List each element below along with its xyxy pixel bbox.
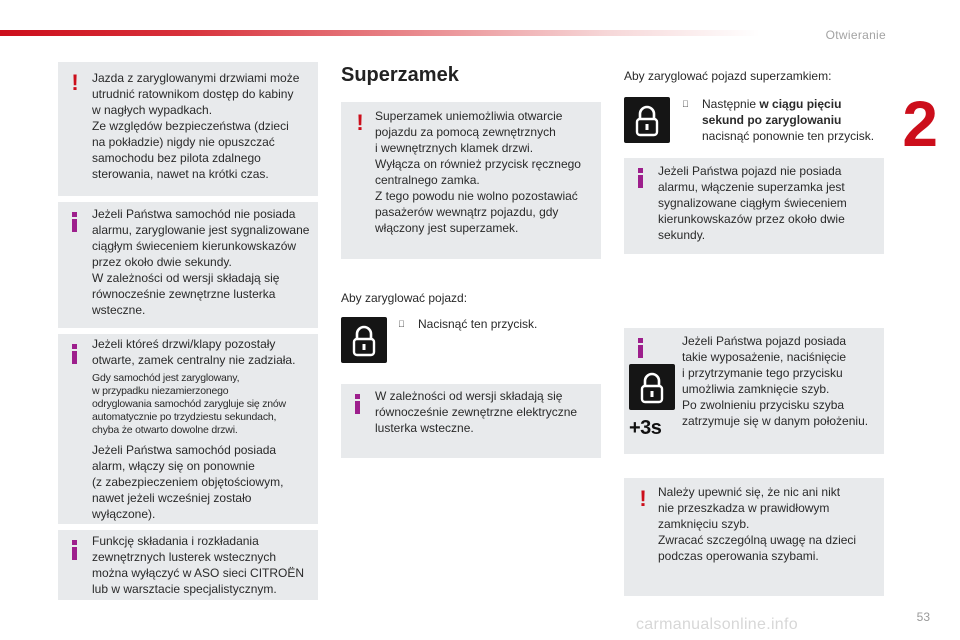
warning-box-windows [624, 478, 884, 596]
step-bullet [398, 316, 405, 332]
step-emphasis: w ciągu pięciu sekund po zaryglowaniu [702, 97, 842, 127]
lock-icon [624, 97, 670, 143]
step-text: Nacisnąć ten przycisk. [418, 317, 538, 331]
step-prefix: Następnie [702, 97, 760, 111]
warning-box-superlock [341, 102, 601, 259]
info-text: Jeżeli Państwa samochód nie posiada alarmu, zaryglowanie jest sygnalizowane ciągłym świeceniem kierunkowskazów przez około dwie sekundy. W zależności od wersji składają się równocześnie zewnętrzne lusterka wsteczne. [92, 207, 310, 317]
exclamation-icon: ! [71, 70, 79, 95]
lock-button-tile [341, 317, 387, 363]
info-text-b: Gdy samochód jest zaryglowany, w przypadku niezamierzonego odryglowania samochód zarygluje się znów automatycznie po trzydziestu sekundach, chyba że otwarto dowolne drzwi. [92, 372, 286, 436]
info-text-c: Jeżeli Państwa samochód posiada alarm, włączy się on ponownie (z zabezpieczeniem objętościowym, nawet jeżeli wcześniej zostało wyłączone). [92, 443, 284, 521]
section-title: Otwieranie [825, 28, 886, 42]
info-text: Jeżeli Państwa pojazd posiada takie wyposażenie, naciśnięcie i przytrzymanie tego przycisku umożliwia zamknięcie szyb. Po zwolnieniu przycisku szyba zatrzymuje się w danym położeniu. [682, 334, 869, 428]
info-box-mirrors [341, 384, 601, 458]
step-bullet [682, 96, 689, 112]
warning-text: Superzamek uniemożliwia otwarcie pojazdu za pomocą zewnętrznych i wewnętrznych klamek drzwi. Wyłącza on również przycisk ręcznego centralnego zamka. Z tego powodu nie wolno pozostawiać pasażerów wewnątrz pojazdu, gdy włączony jest superzamek. [375, 109, 581, 235]
info-icon [72, 540, 77, 560]
step-suffix: nacisnąć ponownie ten przycisk. [702, 129, 875, 143]
warning-text: Jazda z zaryglowanymi drzwiami może utrudnić ratownikom dostęp do kabiny w nagłych wypadkach. Ze względów bezpieczeństwa (dzieci na pokładzie) nigdy nie opuszczać samochodu bez pilota zdalnego sterowania, nawet na krótki czas. [92, 71, 300, 181]
info-box-doors-open [58, 334, 318, 524]
exclamation-icon: ! [356, 110, 364, 135]
info-box-mirror-folding [58, 530, 318, 600]
window-lock-button-tile [629, 364, 675, 410]
info-text-a: Jeżeli któreś drzwi/klapy pozostały otwarte, zamek centralny nie zadziała. [92, 337, 296, 367]
info-icon [72, 344, 77, 364]
watermark: carmanualsonline.info [636, 616, 798, 633]
section-heading: Superzamek [341, 64, 459, 86]
info-icon [638, 338, 643, 358]
info-icon [638, 168, 643, 188]
warning-box-doors-locked [58, 62, 318, 196]
info-text: Jeżeli Państwa pojazd nie posiada alarmu, włączenie superzamka jest sygnalizowane ciągłym świeceniem kierunkowskazów przez około dwie sekundy. [658, 164, 847, 242]
info-text: Funkcję składania i rozkładania zewnętrznych lusterek wstecznych można wyłączyć w ASO sieci CITROËN lub w warsztacie specjalistycznym. [92, 534, 305, 596]
info-box-no-alarm [58, 202, 318, 328]
info-icon [355, 394, 360, 414]
hold-duration-label: +3s [629, 417, 662, 439]
warning-text: Należy upewnić się, że nic ani nikt nie przeszkadza w prawidłowym zamknięciu szyb. Zwracać szczególną uwagę na dzieci podczas operowania szybami. [658, 485, 857, 563]
page-number: 53 [916, 610, 930, 624]
info-icon [72, 212, 77, 232]
header-accent-bar [0, 30, 760, 36]
info-text: W zależności od wersji składają się równocześnie zewnętrzne elektryczne lusterka wsteczne. [375, 389, 578, 435]
superlock-intro: Aby zaryglować pojazd superzamkiem: [624, 69, 832, 83]
info-box-superlock-signal [624, 158, 884, 254]
lock-icon [629, 364, 675, 410]
chapter-number: 2 [902, 88, 938, 160]
superlock-button-tile [624, 97, 670, 143]
lock-intro: Aby zaryglować pojazd: [341, 291, 468, 305]
exclamation-icon: ! [639, 486, 647, 511]
lock-icon [341, 317, 387, 363]
